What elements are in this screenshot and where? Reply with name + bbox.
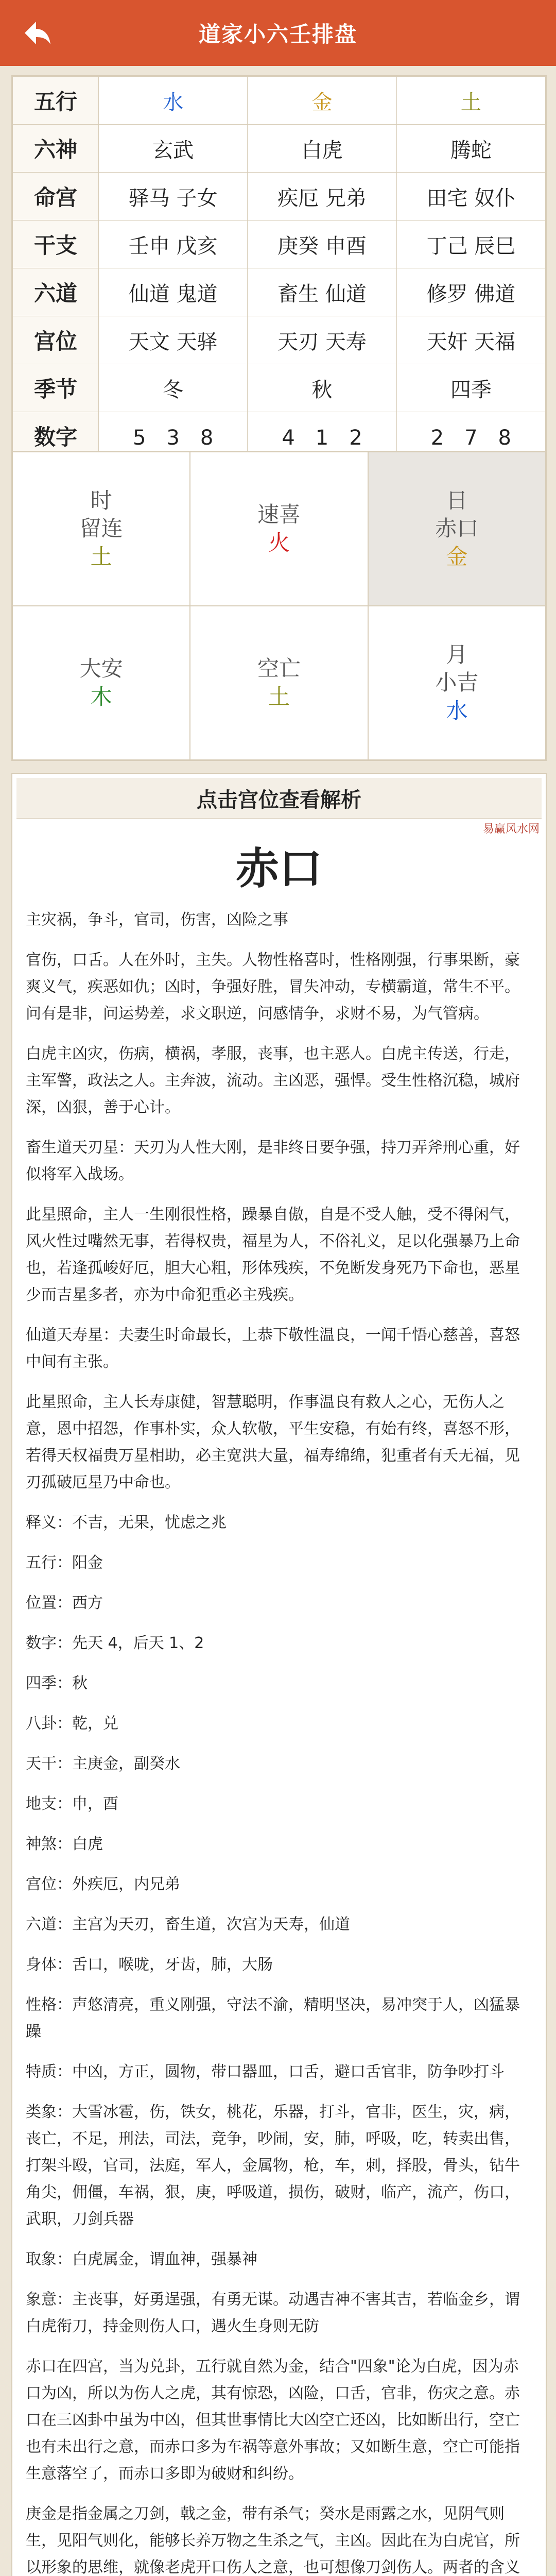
analysis-paragraph: 位置：西方	[26, 1594, 103, 1612]
analysis-paragraph: 取象：白虎属金，谓血神，强暴神	[26, 2250, 257, 2268]
palace-cell[interactable]	[368, 606, 546, 760]
palace-element: 土	[90, 544, 112, 569]
info-cell: 玄武	[99, 125, 248, 173]
palace-cell[interactable]	[368, 452, 546, 606]
info-row	[13, 316, 546, 364]
info-cell: 天奸 天福	[396, 316, 545, 364]
palace-period-label: 月	[446, 641, 468, 667]
info-row-label: 六神	[13, 125, 99, 173]
info-cell: 2 7 8	[396, 412, 545, 460]
info-row-label: 季节	[13, 364, 99, 412]
palace-period-label: 时	[90, 487, 112, 513]
info-cell: 庚癸 申酉	[248, 221, 396, 268]
info-row	[13, 364, 546, 412]
top-bar	[0, 0, 556, 66]
info-row	[13, 173, 546, 221]
palace-period-label: 日	[446, 487, 468, 513]
info-cell: 田宅 奴仆	[396, 173, 545, 221]
info-row	[13, 268, 546, 316]
analysis-paragraph: 官伤，口舌。人在外时，主失。人物性格喜时，性格刚强，行事果断，豪爽义气，疾恶如仇；凶时，争强好胜，冒失冲动，专横霸道，常生不平。问有是非，问运势差，求文职逆，问感情争，求财不易，为气管病。	[26, 951, 520, 1023]
analysis-paragraph: 神煞：白虎	[26, 1835, 103, 1853]
analysis-paragraph: 天干：主庚金，副癸水	[26, 1755, 180, 1773]
analysis-paragraph: 宫位：外疾厄，内兄弟	[26, 1875, 180, 1893]
analysis-paragraph: 身体：舌口，喉咙，牙齿，肺，大肠	[26, 1956, 273, 1974]
page-title: 道家小六壬排盘	[198, 22, 357, 47]
analysis-panel	[11, 773, 547, 2576]
palace-name: 留连	[79, 516, 123, 541]
palace-cell[interactable]	[190, 606, 368, 760]
analysis-paragraph: 五行：阳金	[26, 1554, 103, 1572]
analysis-paragraph: 此星照命，主人长寿康健，智慧聪明，作事温良有救人之心，无伤人之意，恩中招怨，作事朴实，众人软敬，平生安稳，有始有终，喜怒不形，若得天权福贵万星相助，必主宽洪大量，福寿绵绵，犯重者有夭无福，见刃孤破厄星乃中命也。	[26, 1393, 520, 1492]
info-cell: 疾厄 兄弟	[248, 173, 396, 221]
selected-palace-name: 赤口	[235, 843, 322, 894]
info-row	[13, 77, 546, 125]
info-cell: 秋	[248, 364, 396, 412]
info-table	[12, 76, 546, 460]
info-row-label: 六道	[13, 268, 99, 316]
palace-name: 小吉	[435, 670, 479, 696]
info-row-label: 数字	[13, 412, 99, 460]
info-cell: 四季	[396, 364, 545, 412]
info-row	[13, 221, 546, 268]
site-stamp: 易赢风水网	[482, 823, 540, 836]
info-row-label: 宫位	[13, 316, 99, 364]
palace-element: 土	[268, 684, 290, 709]
back-arrow-icon	[21, 16, 54, 49]
info-cell: 驿马 子女	[99, 173, 248, 221]
info-cell: 4 1 2	[248, 412, 396, 460]
palace-cell[interactable]	[12, 452, 190, 606]
analysis-paragraph: 主灾祸，争斗，官司，伤害，凶险之事	[26, 911, 288, 929]
info-cell: 仙道 鬼道	[99, 268, 248, 316]
info-cell: 5 3 8	[99, 412, 248, 460]
analysis-paragraph: 仙道天寿星：夫妻生时命最长，上恭下敬性温良，一闻千悟心慈善，喜怒中间有主张。	[26, 1326, 520, 1371]
analysis-paragraph: 数字：先天 4，后天 1、2	[26, 1634, 204, 1652]
info-row-label: 五行	[13, 77, 99, 125]
analysis-paragraph: 性格：声悠清亮，重义刚强，守法不渝，精明坚决，易冲突于人，凶猛暴躁	[26, 1996, 520, 2041]
palace-name: 空亡	[257, 655, 301, 681]
info-cell: 水	[99, 77, 248, 125]
info-cell: 壬申 戊亥	[99, 221, 248, 268]
info-cell: 丁己 辰巳	[396, 221, 545, 268]
analysis-paragraph: 畜生道天刃星：天刃为人性大刚，是非终日要争强，持刀弄斧刑心重，好似将军入战场。	[26, 1139, 520, 1183]
analysis-paragraph: 释义：不吉，无果，忧虑之兆	[26, 1514, 227, 1532]
info-cell: 土	[396, 77, 545, 125]
analysis-heading: 点击宫位查看解析	[16, 778, 542, 819]
palace-name: 大安	[79, 655, 123, 681]
info-table-panel	[11, 75, 547, 461]
palace-cell[interactable]	[190, 452, 368, 606]
palace-element: 水	[446, 698, 468, 723]
analysis-paragraph: 六道：主宫为天刃，畜生道，次宫为天寿，仙道	[26, 1916, 350, 1934]
palace-cell[interactable]	[12, 606, 190, 760]
info-row	[13, 125, 546, 173]
info-cell: 腾蛇	[396, 125, 545, 173]
back-button[interactable]	[18, 13, 57, 53]
analysis-paragraph: 象意：主丧事，好勇逞强，有勇无谋。动遇吉神不害其吉，若临金乡，谓白虎衔刀，持金则伤人口，遇火生身则无防	[26, 2291, 520, 2335]
info-cell: 修罗 佛道	[396, 268, 545, 316]
palace-name: 速喜	[257, 501, 301, 527]
analysis-paragraph: 四季：秋	[26, 1674, 88, 1692]
analysis-paragraph: 赤口在四宫，当为兑卦，五行就自然为金，结合"四象"论为白虎，因为赤口为凶，所以为伤人之虎，其有惊恐，凶险，口舌，官非，伤灾之意。赤口在三凶卦中虽为中凶，但其世事情比大凶空亡还凶，比如断出行，空亡也有未出行之意，而赤口多为车祸等意外事故；又如断生意，空亡可能指生意落空了，而赤口多即为破财和纠纷。	[26, 2358, 520, 2483]
analysis-body	[12, 907, 546, 2576]
analysis-paragraph: 庚金是指金属之刀剑，戟之金，带有杀气；癸水是雨露之水，见阴气则生，见阳气则化，能够长养万物之生杀之气，主凶。因此在为白虎官，所以形象的思维，就像老虎开口伤人之意，也可想像刀剑伤人。两者的含义	[26, 2505, 520, 2576]
analysis-paragraph: 此星照命，主人一生刚很性格，躁暴自傲，自是不受人触，受不得闲气，风火性过嘴然无事，若得权贵，福星为人，不俗礼义，足以化强暴乃上命也，若逢孤峻好厄，胆大心粗，形体残疾，不免断发身死乃下命也，恶星少而吉星多者，亦为中命犯重必主残疾。	[26, 1206, 520, 1304]
palace-element: 金	[446, 544, 468, 569]
info-row-label: 命宫	[13, 173, 99, 221]
info-cell: 白虎	[248, 125, 396, 173]
analysis-paragraph: 特质：中凶，方正，圆物，带口器皿，口舌，避口舌官非，防争吵打斗	[26, 2063, 505, 2081]
info-cell: 天刃 天寿	[248, 316, 396, 364]
info-cell: 天文 天驿	[99, 316, 248, 364]
analysis-paragraph: 类象：大雪冰雹，伤，铁女，桃花，乐器，打斗，官非，医生，灾，病，丧亡，不足，刑法，司法，竞争，吵闹，安，肺，呼吸，吃，转卖出售，打架斗殴，官司，法庭，军人，金属物，枪，车，刺，择股，骨头，钻牛角尖，佣僵，车祸，狠，庚，呼吸道，损伤，破财，临产，流产，伤口，武职，刀剑兵器	[26, 2103, 520, 2228]
info-cell: 金	[248, 77, 396, 125]
analysis-paragraph: 八卦：乾，兑	[26, 1715, 118, 1733]
palace-element: 木	[90, 684, 112, 709]
info-cell: 畜生 仙道	[248, 268, 396, 316]
analysis-paragraph: 白虎主凶灾，伤病，横祸，孝服，丧事，也主恶人。白虎主传送，行走，主军警，政法之人。主奔波，流动。主凶恶，强悍。受生性格沉稳，城府深，凶狠，善于心计。	[26, 1045, 520, 1116]
info-cell: 冬	[99, 364, 248, 412]
palace-name: 赤口	[435, 516, 479, 541]
palace-element: 火	[268, 530, 290, 555]
palace-grid	[11, 451, 547, 761]
analysis-paragraph: 地支：申，酉	[26, 1795, 118, 1813]
info-row-label: 干支	[13, 221, 99, 268]
